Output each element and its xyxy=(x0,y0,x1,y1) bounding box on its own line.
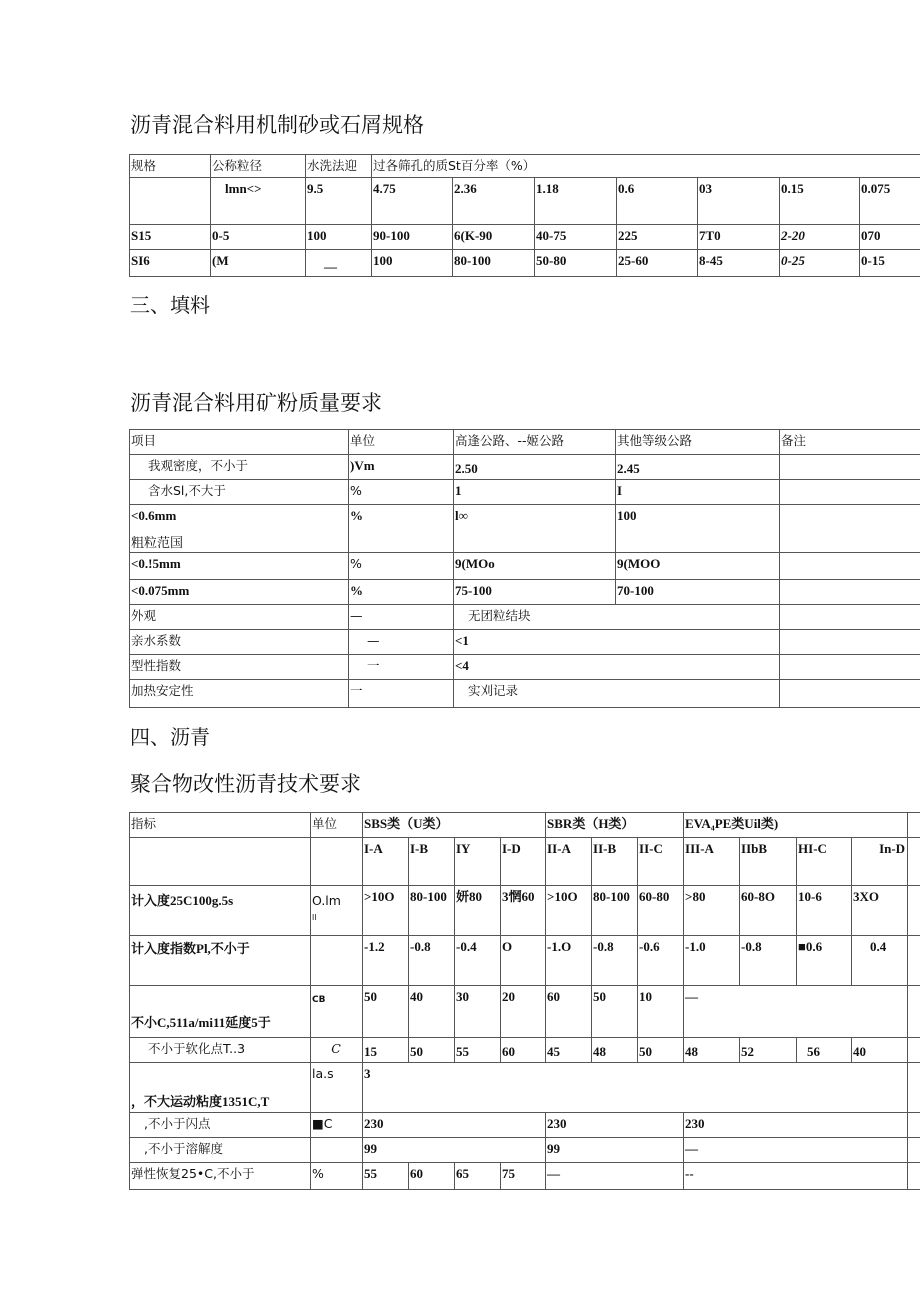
cell: II-B xyxy=(592,838,638,886)
cell: 60 xyxy=(409,1163,455,1190)
table-row xyxy=(130,886,920,936)
cell: ■0.6 xyxy=(797,936,852,986)
cell xyxy=(780,655,920,680)
cell: 3XO xyxy=(852,886,908,936)
header-pass-rate: 过各筛孔的质St百分率（%） xyxy=(372,155,920,178)
cell: — xyxy=(546,1163,684,1190)
cell: 1.18 xyxy=(535,178,617,225)
cell: — xyxy=(684,1138,908,1163)
cell: — xyxy=(684,986,908,1038)
cell: ，不大运动粘度1351C,T xyxy=(130,1063,311,1113)
cell: I-D xyxy=(501,838,546,886)
cell: 9(MOO xyxy=(616,553,780,580)
cell: 80-100 xyxy=(409,886,455,936)
cell: l∞ xyxy=(454,505,616,553)
table-row xyxy=(130,480,920,505)
table-row xyxy=(130,1138,920,1163)
cell: 7T0 xyxy=(698,225,780,250)
cell: ,不小于闪点 xyxy=(130,1113,311,1138)
cell: >80 xyxy=(684,886,740,936)
cell xyxy=(780,580,920,605)
cell xyxy=(908,813,920,838)
cell: 2.45 xyxy=(616,455,780,480)
cell: 100 xyxy=(306,225,372,250)
cell: 60-8O xyxy=(740,886,797,936)
cell: 50 xyxy=(409,1038,455,1063)
cell: CB xyxy=(311,986,363,1038)
header-sbs: SBS类（U类） xyxy=(363,813,546,838)
cell xyxy=(130,838,311,886)
cell: -0.4 xyxy=(455,936,501,986)
cell: >10O xyxy=(546,886,592,936)
cell xyxy=(130,178,211,225)
table-row xyxy=(130,455,920,480)
cell: 40 xyxy=(852,1038,908,1063)
cell: 80-100 xyxy=(453,250,535,277)
cell: SI6 xyxy=(130,250,211,277)
table-row xyxy=(130,505,920,553)
filler-spec-table xyxy=(129,429,920,708)
cell: 6(K-90 xyxy=(453,225,535,250)
cell xyxy=(311,838,363,886)
cell: % xyxy=(311,1163,363,1190)
cell: 230 xyxy=(546,1113,684,1138)
cell: % xyxy=(349,580,454,605)
cell: 230 xyxy=(363,1113,546,1138)
sand-spec-table xyxy=(129,154,920,277)
cell: )Vm xyxy=(349,455,454,480)
cell: — xyxy=(349,605,454,630)
cell: % xyxy=(349,553,454,580)
cell: 30 xyxy=(455,986,501,1038)
cell: 1 xyxy=(454,480,616,505)
cell: 我观密度，不小于 xyxy=(130,455,349,480)
cell: 55 xyxy=(455,1038,501,1063)
cell: 加热安定性 xyxy=(130,680,349,708)
cell xyxy=(130,505,349,553)
table-row xyxy=(130,250,920,277)
cell: 外观 xyxy=(130,605,349,630)
cell: HI-C xyxy=(797,838,852,886)
table-row xyxy=(130,680,920,708)
cell: 48 xyxy=(684,1038,740,1063)
cell: I xyxy=(616,480,780,505)
cell xyxy=(311,936,363,986)
table-row xyxy=(130,605,920,630)
cell: <1 xyxy=(454,630,780,655)
cell: 15 xyxy=(363,1038,409,1063)
cell: 9.5 xyxy=(306,178,372,225)
cell xyxy=(908,1038,920,1063)
cell: 无团粒结块 xyxy=(454,605,780,630)
cell: -0.8 xyxy=(740,936,797,986)
cell: 2.50 xyxy=(454,455,616,480)
cell: <4 xyxy=(454,655,780,680)
sand-table-title: 沥青混合料用机制砂或石屑规格 xyxy=(130,113,424,137)
cell xyxy=(908,1063,920,1113)
cell: <0.!5mm xyxy=(130,553,349,580)
cell xyxy=(780,605,920,630)
cell: 计入度指数Pl,不小于 xyxy=(130,936,311,986)
header-spec: 规格 xyxy=(130,155,211,178)
cell: 弹性恢复25•C,不小于 xyxy=(130,1163,311,1190)
table-row xyxy=(130,1163,920,1190)
cell: 03 xyxy=(698,178,780,225)
cell: 40-75 xyxy=(535,225,617,250)
cell: -0.8 xyxy=(409,936,455,986)
header-index: 指标 xyxy=(130,813,311,838)
cell: 计入度25C100g.5s xyxy=(130,886,311,936)
cell: (M xyxy=(211,250,306,277)
cell-text: <0.6mm xyxy=(131,508,177,523)
cell xyxy=(908,1113,920,1138)
cell xyxy=(780,553,920,580)
cell xyxy=(908,838,920,886)
cell-text: O.lm xyxy=(312,893,341,908)
cell: >10O xyxy=(363,886,409,936)
cell xyxy=(780,680,920,708)
cell: 25-60 xyxy=(617,250,698,277)
cell: In-D xyxy=(852,838,908,886)
cell: II-C xyxy=(638,838,684,886)
cell: III-A xyxy=(684,838,740,886)
cell: 0.15 xyxy=(780,178,860,225)
cell: % xyxy=(349,505,454,553)
cell: 妍80 xyxy=(455,886,501,936)
cell: -0.6 xyxy=(638,936,684,986)
cell: 型性指数 xyxy=(130,655,349,680)
cell: <0.075mm xyxy=(130,580,349,605)
cell: 一 xyxy=(349,680,454,708)
table-header-row xyxy=(130,155,920,178)
table-row xyxy=(130,936,920,986)
cell: 2.36 xyxy=(453,178,535,225)
cell: 070 xyxy=(860,225,920,250)
cell: 75 xyxy=(501,1163,546,1190)
cell: la.s xyxy=(311,1063,363,1113)
table-row xyxy=(130,553,920,580)
table-row xyxy=(130,178,920,225)
cell: 55 xyxy=(363,1163,409,1190)
cell: 4.75 xyxy=(372,178,453,225)
cell: O xyxy=(501,936,546,986)
polymer-table-title: 聚合物改性沥青技术要求 xyxy=(130,772,361,796)
cell: 80-100 xyxy=(592,886,638,936)
cell: ,不小于溶解度 xyxy=(130,1138,311,1163)
header-eva: EVA₄PE类Uil类) xyxy=(684,813,908,838)
cell xyxy=(908,936,920,986)
cell: — xyxy=(349,630,454,655)
cell: C xyxy=(311,1038,363,1063)
cell: 实刈记录 xyxy=(454,680,780,708)
filler-table-title: 沥青混合料用矿粉质量要求 xyxy=(130,391,382,415)
cell: 8-45 xyxy=(698,250,780,277)
cell: 50 xyxy=(363,986,409,1038)
cell xyxy=(780,455,920,480)
cell: 0.075 xyxy=(860,178,920,225)
cell: 99 xyxy=(546,1138,684,1163)
section-filler: 三、填料 xyxy=(130,293,210,317)
header-remark: 备注 xyxy=(780,430,920,455)
cell: 不小于软化点T..3 xyxy=(130,1038,311,1063)
cell xyxy=(908,1163,920,1190)
table-row xyxy=(130,838,920,886)
cell: I-A xyxy=(363,838,409,886)
cell: 一 xyxy=(349,655,454,680)
cell xyxy=(780,505,920,553)
table-row xyxy=(130,986,920,1038)
cell: 56 xyxy=(797,1038,852,1063)
cell xyxy=(908,886,920,936)
cell xyxy=(780,480,920,505)
cell: 0.4 xyxy=(852,936,908,986)
cell: 70-100 xyxy=(616,580,780,605)
section-asphalt: 四、沥青 xyxy=(130,725,210,749)
cell: 9(MOo xyxy=(454,553,616,580)
table-row xyxy=(130,1063,920,1113)
cell: 100 xyxy=(616,505,780,553)
cell: ■C xyxy=(311,1113,363,1138)
cell: I-B xyxy=(409,838,455,886)
cell: 20 xyxy=(501,986,546,1038)
cell-text: ll xyxy=(312,913,317,922)
cell xyxy=(780,630,920,655)
cell: 10 xyxy=(638,986,684,1038)
cell xyxy=(311,886,363,936)
cell: 0-25 xyxy=(780,250,860,277)
header-unit: 单位 xyxy=(349,430,454,455)
cell: 100 xyxy=(372,250,453,277)
cell: 65 xyxy=(455,1163,501,1190)
cell-text: — xyxy=(324,259,337,274)
cell: 45 xyxy=(546,1038,592,1063)
cell: 含水Sl,不大于 xyxy=(130,480,349,505)
table-header-row xyxy=(130,430,920,455)
header-unit: 单位 xyxy=(311,813,363,838)
cell: IY xyxy=(455,838,501,886)
cell: -0.8 xyxy=(592,936,638,986)
cell: -1.2 xyxy=(363,936,409,986)
cell: 10-6 xyxy=(797,886,852,936)
table-row xyxy=(130,655,920,680)
table-row xyxy=(130,630,920,655)
cell: -1.0 xyxy=(684,936,740,986)
table-row xyxy=(130,1113,920,1138)
header-size: 公称粒径 xyxy=(211,155,306,178)
cell: 225 xyxy=(617,225,698,250)
cell: IIbB xyxy=(740,838,797,886)
cell: 亲水系数 xyxy=(130,630,349,655)
cell: -1.O xyxy=(546,936,592,986)
cell: 0.6 xyxy=(617,178,698,225)
polymer-spec-table xyxy=(129,812,920,1190)
header-wash: 水洗法迎 xyxy=(306,155,372,178)
cell: 60-80 xyxy=(638,886,684,936)
cell: S15 xyxy=(130,225,211,250)
cell: 230 xyxy=(684,1113,908,1138)
cell: 50 xyxy=(638,1038,684,1063)
cell: 2-20 xyxy=(780,225,860,250)
cell: 不小C,511a/mi11延度5于 xyxy=(130,986,311,1038)
cell-text: 粗粒范国 xyxy=(131,535,184,550)
cell: 0-5 xyxy=(211,225,306,250)
header-sbr: SBR类（H类） xyxy=(546,813,684,838)
cell xyxy=(306,250,372,277)
cell: 90-100 xyxy=(372,225,453,250)
cell: 40 xyxy=(409,986,455,1038)
cell: % xyxy=(349,480,454,505)
cell xyxy=(311,1138,363,1163)
table-row xyxy=(130,225,920,250)
table-header-row xyxy=(130,813,920,838)
header-other-road: 其他等级公路 xyxy=(616,430,780,455)
cell: 99 xyxy=(363,1138,546,1163)
table-row xyxy=(130,580,920,605)
header-item: 项目 xyxy=(130,430,349,455)
cell xyxy=(908,986,920,1038)
cell: -- xyxy=(684,1163,908,1190)
cell: 0-15 xyxy=(860,250,920,277)
cell: 50 xyxy=(592,986,638,1038)
cell: 60 xyxy=(501,1038,546,1063)
cell: 3惘60 xyxy=(501,886,546,936)
header-highway: 高逢公路、--姬公路 xyxy=(454,430,616,455)
cell: 50-80 xyxy=(535,250,617,277)
table-row xyxy=(130,1038,920,1063)
cell: 48 xyxy=(592,1038,638,1063)
cell: II-A xyxy=(546,838,592,886)
cell: 3 xyxy=(363,1063,908,1113)
cell: lmn<> xyxy=(211,178,306,225)
cell: 60 xyxy=(546,986,592,1038)
cell: 75-100 xyxy=(454,580,616,605)
cell: 52 xyxy=(740,1038,797,1063)
cell xyxy=(908,1138,920,1163)
